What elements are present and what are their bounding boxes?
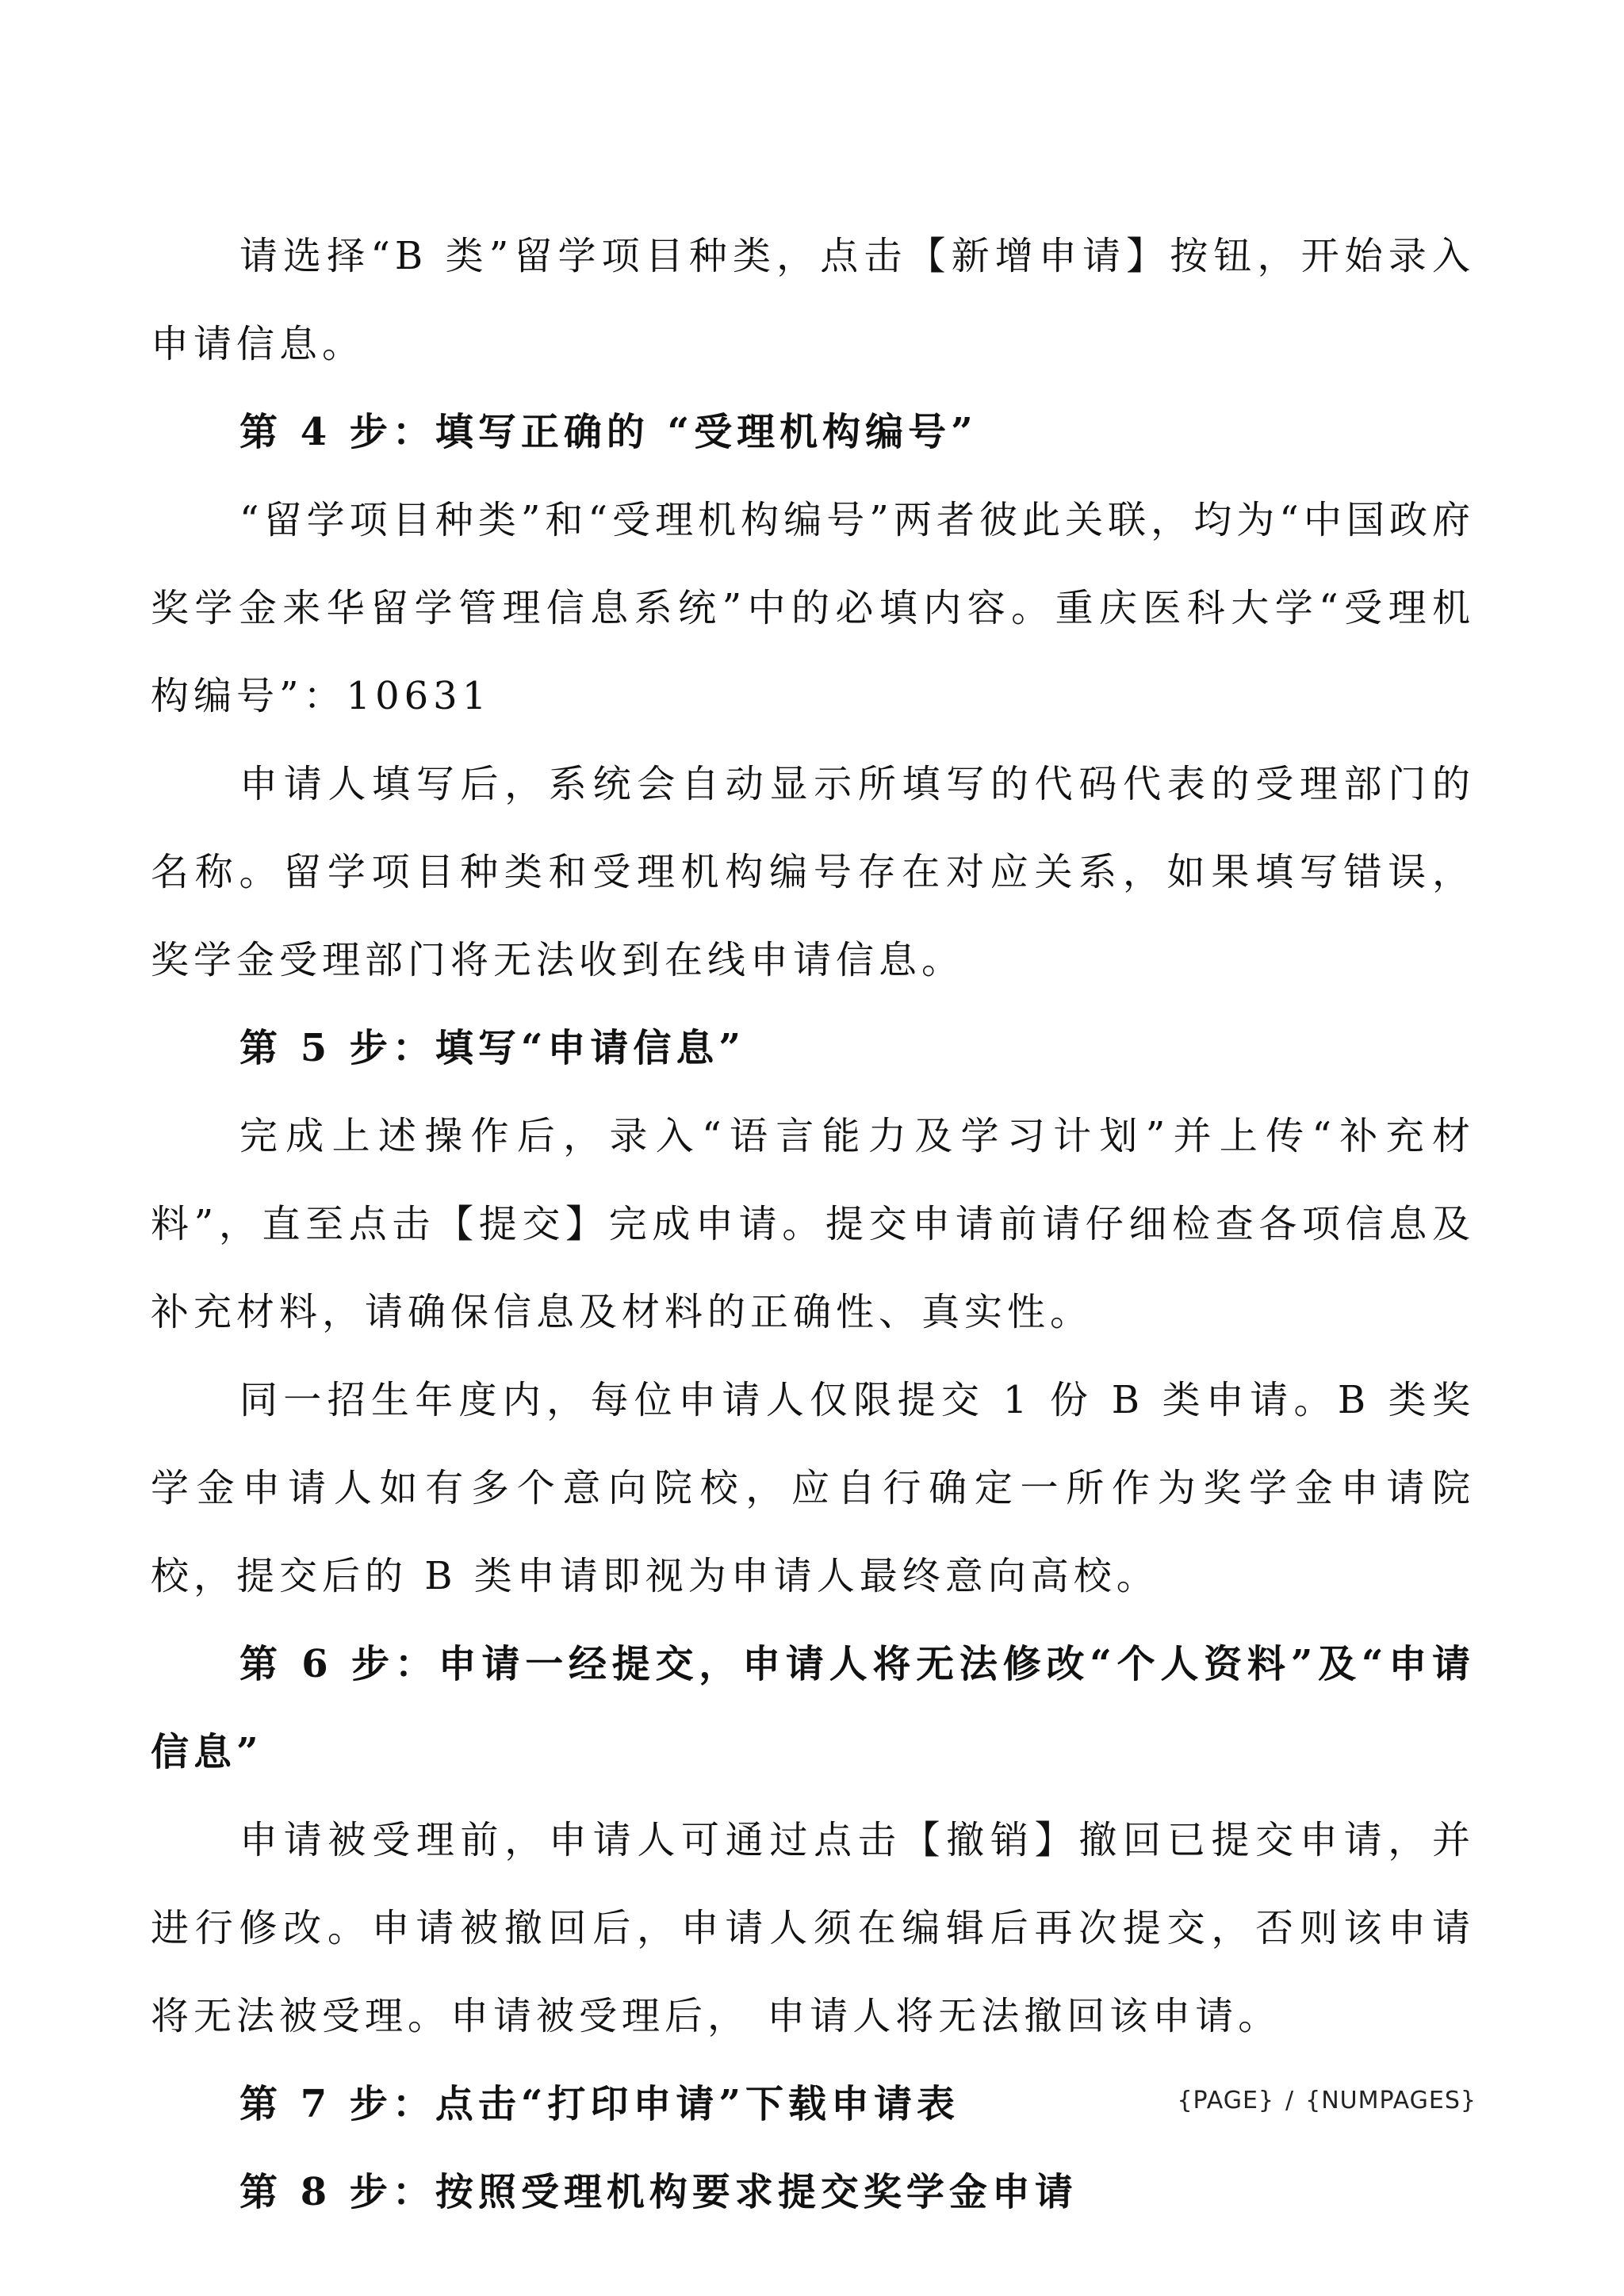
page-separator: / bbox=[1285, 2087, 1295, 2114]
paragraph-step-5-submit: 完成上述操作后，录入“语言能力及学习计划”并上传“补充材料”，直至点击【提交】完成申请。提交申请前请仔细检查各项信息及补充材料，请确保信息及材料的正确性、真实性。 bbox=[151, 1114, 1475, 1334]
paragraph-step-6-withdraw: 申请被受理前，申请人可通过点击【撤销】撤回已提交申请，并进行修改。申请被撤回后，申请人须在编辑后再次提交，否则该申请将无法被受理。申请被受理后， 申请人将无法撤回该申请。 bbox=[151, 1818, 1475, 2038]
heading-step-7: 第 7 步：点击“打印申请”下载申请表 bbox=[239, 2082, 960, 2126]
paragraph-intro: 请选择“B 类”留学项目种类，点击【新增申请】按钮，开始录入申请信息。 bbox=[151, 234, 1475, 366]
paragraph-step-4-display: 申请人填写后，系统会自动显示所填写的代码代表的受理部门的名称。留学项目种类和受理机构编号存在对应关系，如果填写错误，奖学金受理部门将无法收到在线申请信息。 bbox=[151, 762, 1475, 982]
heading-step-6: 第 6 步：申请一经提交，申请人将无法修改“个人资料”及“申请信息” bbox=[151, 1642, 1475, 1774]
document-body bbox=[151, 212, 1475, 2237]
heading-step-8: 第 8 步：按照受理机构要求提交奖学金申请 bbox=[239, 2170, 1078, 2214]
paragraph-step-5-limit: 同一招生年度内，每位申请人仅限提交 1 份 B 类申请。B 类奖学金申请人如有多个意向院校，应自行确定一所作为奖学金申请院校，提交后的 B 类申请即视为申请人最终意向高校。 bbox=[151, 1378, 1475, 1598]
page-footer bbox=[1177, 2087, 1477, 2114]
paragraph-step-4-relation: “留学项目种类”和“受理机构编号”两者彼此关联，均为“中国政府奖学金来华留学管理信息系统”中的必填内容。重庆医科大学“受理机构编号”：10631 bbox=[151, 498, 1475, 718]
page-number-field: {PAGE} bbox=[1177, 2087, 1275, 2114]
heading-step-4: 第 4 步：填写正确的 “受理机构编号” bbox=[239, 410, 978, 454]
total-pages-field: {NUMPAGES} bbox=[1305, 2087, 1477, 2114]
heading-step-5: 第 5 步：填写“申请信息” bbox=[239, 1026, 746, 1070]
